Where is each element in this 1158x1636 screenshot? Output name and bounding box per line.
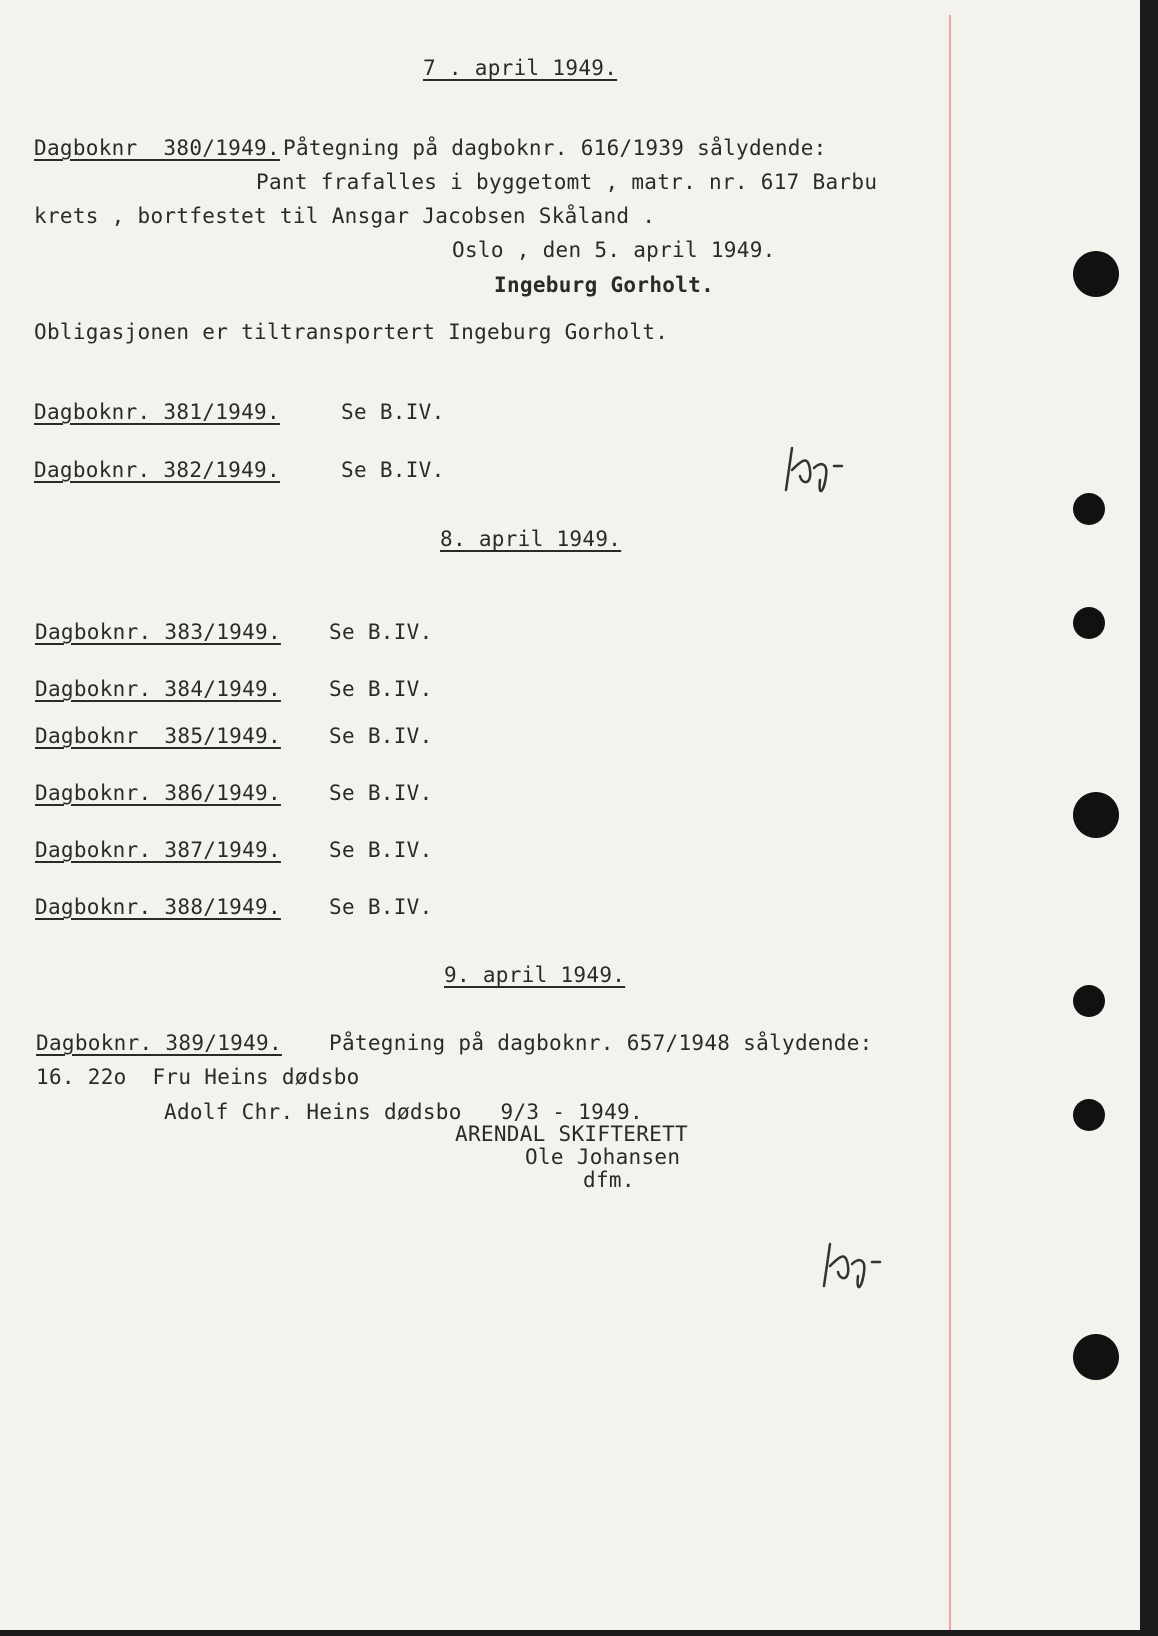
punch-hole-icon xyxy=(1073,792,1119,838)
punch-hole-icon xyxy=(1073,251,1119,297)
entry-number: Dagboknr. 389/1949. xyxy=(36,1031,282,1055)
margin-rule xyxy=(949,15,951,1630)
entry-number: Dagboknr 385/1949. xyxy=(35,724,281,748)
entry-number: Dagboknr. 387/1949. xyxy=(35,838,281,862)
punch-hole-icon xyxy=(1073,1334,1119,1380)
punch-hole-icon xyxy=(1073,985,1105,1017)
entry-number: Dagboknr. 384/1949. xyxy=(35,677,281,701)
entry-text: Se B.IV. xyxy=(329,781,433,805)
entry-number: Dagboknr. 381/1949. xyxy=(34,400,280,424)
entry-text: Se B.IV. xyxy=(329,724,433,748)
entry-text: Ingeburg Gorholt. xyxy=(494,273,715,297)
entry-text: Se B.IV. xyxy=(329,895,433,919)
punch-hole-icon xyxy=(1073,1099,1105,1131)
entry-text: Adolf Chr. Heins dødsbo 9/3 - 1949. xyxy=(164,1100,643,1124)
section-date: 7 . april 1949. xyxy=(423,56,618,80)
entry-number: Dagboknr 380/1949. xyxy=(34,136,280,160)
entry-text: dfm. xyxy=(583,1168,635,1192)
entry-text: krets , bortfestet til Ansgar Jacobsen Skåland . xyxy=(34,204,656,228)
entry-text: Pant frafalles i byggetomt , matr. nr. 617 Barbu xyxy=(256,170,878,194)
entry-text: Oslo , den 5. april 1949. xyxy=(452,238,776,262)
punch-hole-icon xyxy=(1073,607,1105,639)
entry-text: ARENDAL SKIFTERETT xyxy=(455,1122,688,1146)
entry-text: Se B.IV. xyxy=(341,458,445,482)
entry-text: Se B.IV. xyxy=(329,620,433,644)
entry-text: Se B.IV. xyxy=(329,677,433,701)
entry-number: Dagboknr. 383/1949. xyxy=(35,620,281,644)
signature-mark-icon xyxy=(780,440,860,500)
entry-text: Se B.IV. xyxy=(341,400,445,424)
punch-hole-icon xyxy=(1073,493,1105,525)
section-date: 9. april 1949. xyxy=(444,963,626,987)
entry-text: Påtegning på dagboknr. 657/1948 sålydende: xyxy=(329,1031,873,1055)
entry-number: Dagboknr. 382/1949. xyxy=(34,458,280,482)
entry-text: Obligasjonen er tiltransportert Ingeburg Gorholt. xyxy=(34,320,669,344)
entry-text: Påtegning på dagboknr. 616/1939 sålydende: xyxy=(283,136,827,160)
signature-mark-icon xyxy=(818,1236,898,1296)
section-date: 8. april 1949. xyxy=(440,527,622,551)
entry-text: Se B.IV. xyxy=(329,838,433,862)
entry-number: Dagboknr. 386/1949. xyxy=(35,781,281,805)
entry-text: 16. 22o Fru Heins dødsbo xyxy=(36,1065,360,1089)
entry-text: Ole Johansen xyxy=(525,1145,681,1169)
entry-number: Dagboknr. 388/1949. xyxy=(35,895,281,919)
